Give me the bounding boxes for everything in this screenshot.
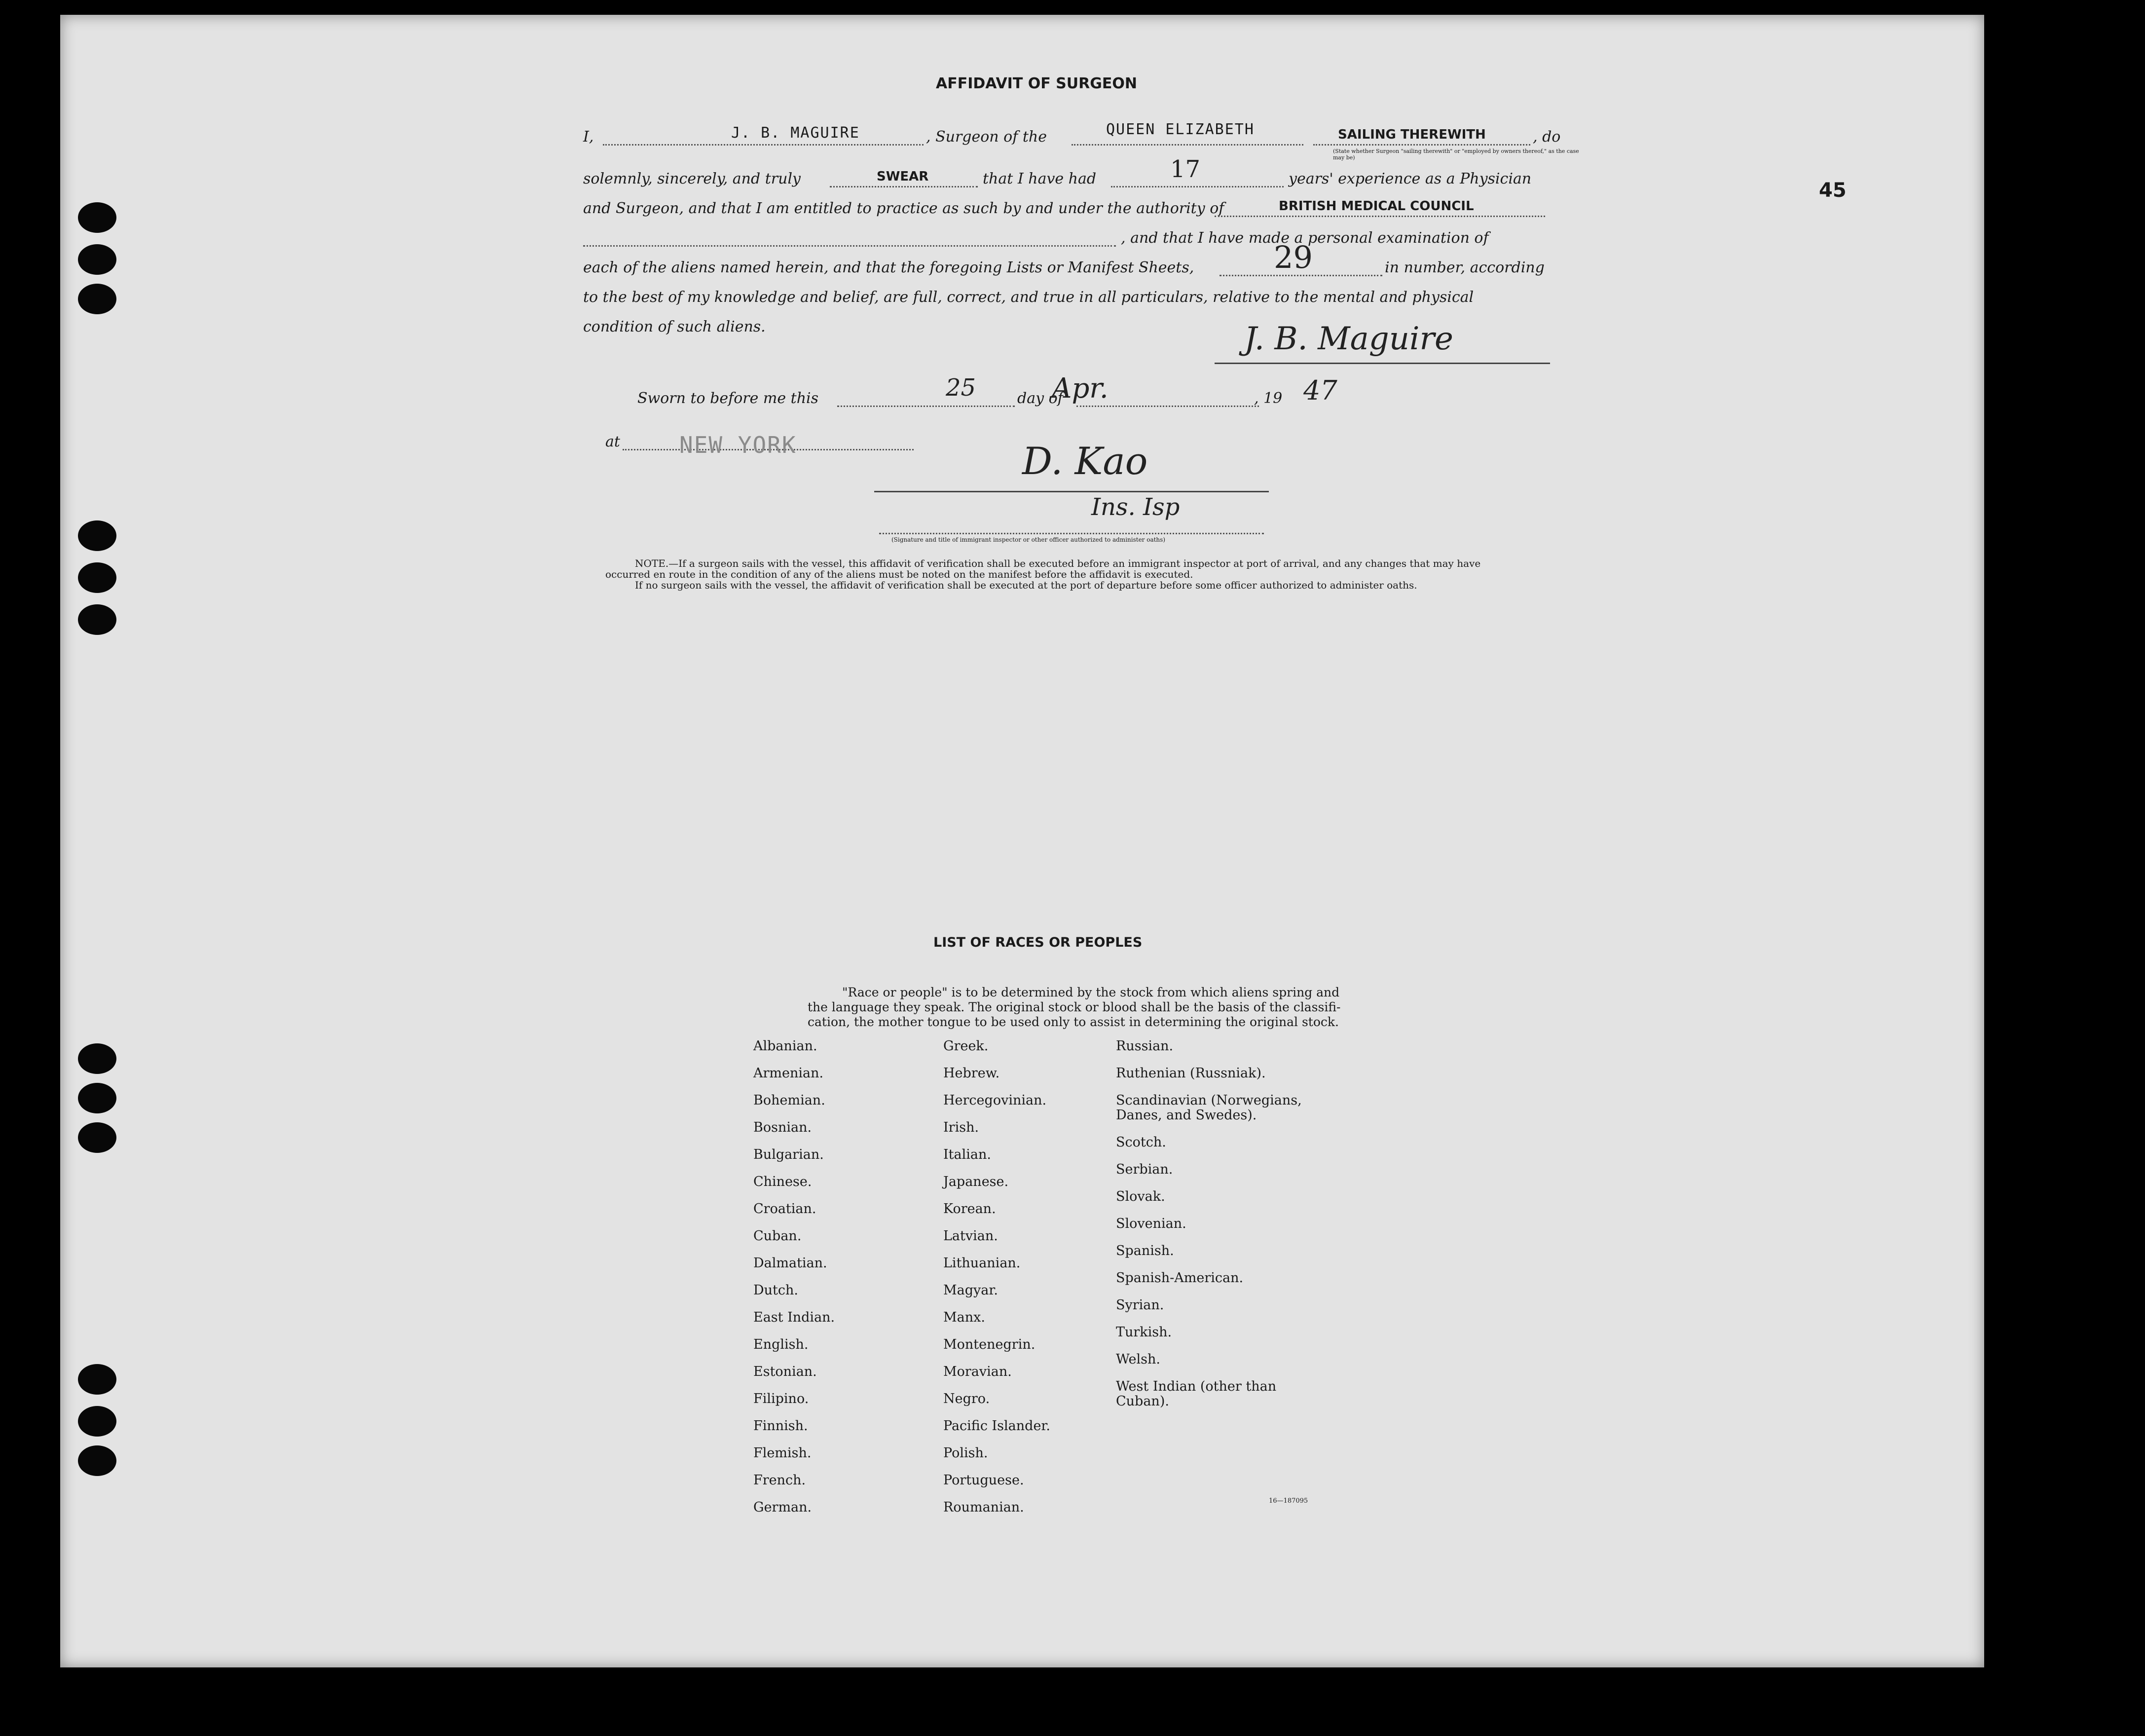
races-column-1	[753, 1038, 835, 1527]
at-label: at	[605, 433, 620, 450]
sheets-count-field: 29	[1274, 239, 1313, 275]
authority-field: BRITISH MEDICAL COUNCIL	[1279, 199, 1474, 214]
race-item: Spanish.	[1116, 1243, 1174, 1258]
sailing-status-field: SAILING THEREWITH	[1338, 127, 1486, 142]
race-item: Japanese.	[943, 1174, 1009, 1189]
race-item: Hebrew.	[943, 1066, 1000, 1081]
surgeon-signature: J. B. Maguire	[1244, 321, 1453, 357]
race-item: Dutch.	[753, 1283, 798, 1298]
at-place-field: NEW YORK	[679, 432, 797, 458]
race-item: Spanish-American.	[1116, 1270, 1244, 1286]
sworn-day-of: day of	[1017, 390, 1063, 407]
race-item: Bohemian.	[753, 1093, 825, 1108]
race-item: Finnish.	[753, 1418, 808, 1434]
race-item: Portuguese.	[943, 1473, 1024, 1488]
sailing-note: (State whether Surgeon "sailing therewith" or "employed by owners thereof," as the case may be)	[1333, 148, 1579, 161]
race-item: Chinese.	[753, 1174, 812, 1189]
line1-end: , do	[1533, 128, 1561, 146]
years-field: 17	[1170, 155, 1201, 183]
race-item: Filipino.	[753, 1391, 809, 1406]
race-item: German.	[753, 1500, 812, 1515]
punch-hole	[78, 202, 116, 233]
line2-mid: that I have had	[983, 170, 1097, 187]
race-item: Cuban.	[753, 1228, 802, 1244]
document-page	[60, 15, 1984, 1667]
race-item: Scandinavian (Norwegians,	[1116, 1093, 1302, 1108]
race-item: Italian.	[943, 1147, 991, 1162]
note-line-2: occurred en route in the condition of any of the aliens must be noted on the manifest before the affidavit is executed.	[605, 568, 1193, 580]
sworn-month-field: Apr.	[1052, 372, 1109, 405]
race-item: Negro.	[943, 1391, 990, 1406]
note-line-3: If no surgeon sails with the vessel, the affidavit of verification shall be executed at the port of departure before some officer authorized to administer oaths.	[635, 579, 1417, 591]
race-item: Montenegrin.	[943, 1337, 1036, 1352]
race-item: English.	[753, 1337, 809, 1352]
race-item: Magyar.	[943, 1283, 998, 1298]
officer-title: Ins. Isp	[1091, 493, 1180, 521]
punch-hole	[78, 1122, 116, 1153]
line7: condition of such aliens.	[583, 318, 766, 335]
affidavit-title: AFFIDAVIT OF SURGEON	[936, 75, 1137, 92]
race-item: Croatian.	[753, 1201, 816, 1217]
note-line-1: NOTE.—If a surgeon sails with the vessel, this affidavit of verification shall be executed before an immigrant inspector at port of arrival, and any changes that may have	[635, 557, 1481, 569]
races-intro-1: "Race or people" is to be determined by the stock from which aliens spring and	[842, 985, 1340, 999]
races-intro-3: cation, the mother tongue to be used only to assist in determining the original stock.	[808, 1015, 1339, 1029]
officer-signature: D. Kao	[1022, 439, 1148, 483]
race-item: Bulgarian.	[753, 1147, 824, 1162]
race-item: Pacific Islander.	[943, 1418, 1050, 1434]
races-column-3	[1116, 1038, 1302, 1421]
race-item: French.	[753, 1473, 806, 1488]
race-item: Cuban).	[1116, 1394, 1169, 1409]
race-item: East Indian.	[753, 1310, 835, 1325]
race-item: Bosnian.	[753, 1120, 812, 1135]
punch-hole	[78, 520, 116, 551]
races-column-2	[943, 1038, 1050, 1527]
races-intro-2: the language they speak. The original stock or blood shall be the basis of the classifi-	[808, 1000, 1341, 1014]
race-item: Estonian.	[753, 1364, 817, 1379]
officer-caption: (Signature and title of immigrant inspector or other officer authorized to administer oaths)	[891, 536, 1165, 543]
race-item: Greek.	[943, 1038, 989, 1054]
punch-hole	[78, 1364, 116, 1395]
surgeon-name-field: J. B. MAGUIRE	[731, 124, 860, 142]
vessel-name-field: QUEEN ELIZABETH	[1106, 121, 1255, 138]
race-item: Scotch.	[1116, 1135, 1166, 1150]
race-item: Albanian.	[753, 1038, 817, 1054]
race-item: Welsh.	[1116, 1352, 1160, 1367]
page-number: 45	[1819, 179, 1847, 202]
line6: to the best of my knowledge and belief, are full, correct, and true in all particulars, relative to the mental and physical	[583, 289, 1474, 306]
line1-start: I,	[583, 128, 594, 146]
sworn-year-prefix: , 19	[1254, 390, 1283, 407]
race-item: Danes, and Swedes).	[1116, 1108, 1257, 1123]
punch-hole	[78, 1043, 116, 1074]
race-item: Dalmatian.	[753, 1256, 827, 1271]
line2-end: years' experience as a Physician	[1289, 170, 1532, 187]
race-item: Korean.	[943, 1201, 996, 1217]
race-item: Irish.	[943, 1120, 979, 1135]
oath-word-field: SWEAR	[877, 169, 929, 184]
race-item: Manx.	[943, 1310, 985, 1325]
line4-end: , and that I have made a personal examination of	[1121, 229, 1489, 247]
race-item: Flemish.	[753, 1445, 812, 1461]
race-item: Lithuanian.	[943, 1256, 1021, 1271]
race-item: Syrian.	[1116, 1297, 1164, 1313]
race-item: Slovak.	[1116, 1189, 1165, 1204]
line3-start: and Surgeon, and that I am entitled to practice as such by and under the authority of	[583, 200, 1224, 217]
punch-hole	[78, 244, 116, 275]
line1-mid: , Surgeon of the	[926, 128, 1047, 146]
punch-hole	[78, 1083, 116, 1113]
race-item: Armenian.	[753, 1066, 824, 1081]
race-item: Polish.	[943, 1445, 988, 1461]
punch-hole	[78, 604, 116, 635]
race-item: Hercegovinian.	[943, 1093, 1047, 1108]
line2-start: solemnly, sincerely, and truly	[583, 170, 801, 187]
race-item: Ruthenian (Russniak).	[1116, 1066, 1266, 1081]
line5-end: in number, according	[1385, 259, 1545, 276]
race-item: Roumanian.	[943, 1500, 1024, 1515]
race-item: Serbian.	[1116, 1162, 1173, 1177]
race-item: West Indian (other than	[1116, 1379, 1277, 1394]
punch-hole	[78, 284, 116, 314]
race-item: Moravian.	[943, 1364, 1012, 1379]
race-item: Turkish.	[1116, 1325, 1172, 1340]
sworn-year-field: 47	[1303, 375, 1337, 406]
punch-hole	[78, 1445, 116, 1476]
races-title: LIST OF RACES OR PEOPLES	[933, 935, 1143, 950]
race-item: Latvian.	[943, 1228, 998, 1244]
punch-hole	[78, 562, 116, 593]
sworn-day-field: 25	[946, 374, 976, 402]
sworn-start: Sworn to before me this	[637, 390, 819, 407]
race-item: Russian.	[1116, 1038, 1174, 1054]
race-item: Slovenian.	[1116, 1216, 1186, 1231]
form-number: 16—187095	[1269, 1497, 1308, 1505]
line5-start: each of the aliens named herein, and that the foregoing Lists or Manifest Sheets,	[583, 259, 1194, 276]
punch-hole	[78, 1406, 116, 1437]
